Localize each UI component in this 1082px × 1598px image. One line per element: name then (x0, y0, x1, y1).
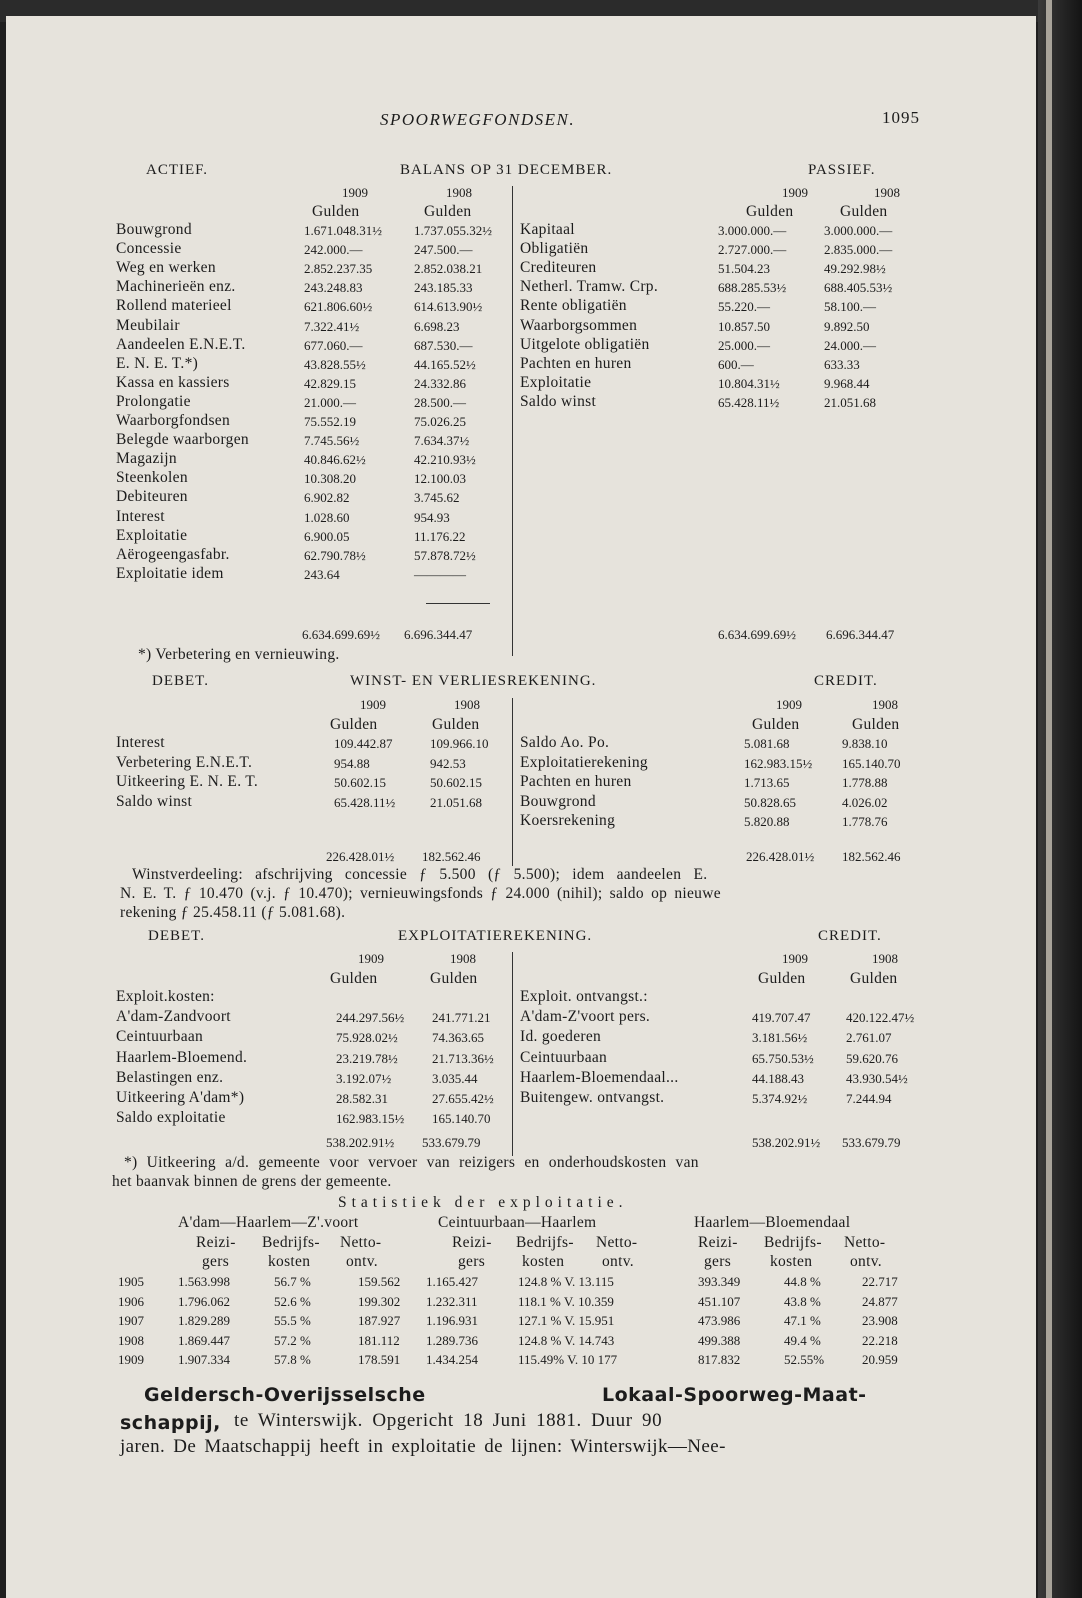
winst-right-head: CREDIT. (814, 673, 878, 689)
exploit-total-1909-left: 538.202.91½ (326, 1135, 395, 1150)
balans-unit-right-1: Gulden (746, 203, 794, 220)
winst-divider (512, 698, 513, 866)
winst-note-1: Winstverdeeling: afschrijving concessie ƒ 5.500 (ƒ 5.500); idem aandeelen E. (132, 866, 708, 883)
row-label: Magazijn (116, 450, 177, 468)
exploit-total-1908-left: 533.679.79 (422, 1135, 481, 1150)
row-value-1908: 57.878.72½ (414, 547, 476, 563)
balans-year-1908-left: 1908 (446, 185, 472, 200)
row-value-1908: 420.122.47½ (846, 1010, 915, 1026)
exploit-title: EXPLOITATIEREKENING. (398, 928, 593, 944)
stat-subhead-1: Bedrijfs- (262, 1234, 320, 1251)
stat-year: 1908 (118, 1332, 144, 1348)
stat-cell: 473.986 (698, 1313, 741, 1328)
exploit-unit-right-2: Gulden (850, 970, 898, 987)
stat-subhead-2: kosten (268, 1253, 311, 1270)
winst-year-1908-left: 1908 (454, 697, 480, 712)
stat-title: Statistiek der exploitatie. (338, 1194, 628, 1211)
stat-cell: 1.563.998 (178, 1274, 230, 1289)
winst-unit-right-2: Gulden (852, 716, 900, 733)
row-value-1908: 7.634.37½ (414, 433, 470, 449)
running-title: SPOORWEGFONDSEN. (380, 110, 576, 129)
row-label: Steenkolen (116, 469, 188, 487)
balans-unit-right-2: Gulden (840, 203, 888, 220)
row-label: Haarlem-Bloemend. (116, 1048, 248, 1066)
exploit-unit-left-2: Gulden (430, 970, 478, 987)
row-value-1908: 21.051.68 (430, 794, 482, 810)
row-label: Exploitatie (520, 373, 592, 391)
row-value-1908: 28.500.— (414, 394, 466, 410)
stat-cell: 1.196.931 (426, 1313, 478, 1328)
row-label: Uitkeering A'dam*) (116, 1089, 245, 1106)
exploit-total-1909-right: 538.202.91½ (752, 1135, 821, 1150)
row-value-1908: 688.405.53½ (824, 280, 893, 296)
balans-left-total-rule (426, 603, 490, 604)
row-value-1908: 44.165.52½ (414, 356, 476, 372)
winst-note-3: rekening ƒ 25.458.11 (ƒ 5.081.68). (120, 904, 346, 921)
row-label: Belastingen enz. (116, 1068, 224, 1086)
stat-cell: 52.6 % (274, 1293, 311, 1309)
balans-year-1909-left: 1909 (342, 185, 368, 200)
row-label: Rente obligatiën (520, 297, 627, 315)
row-value-1909: 10.308.20 (304, 471, 356, 487)
row-value-1908: 165.140.70 (432, 1111, 491, 1127)
row-value-1909: 3.192.07½ (336, 1070, 392, 1086)
stat-cell: 393.349 (698, 1274, 741, 1289)
stat-cell: 178.591 (358, 1352, 401, 1367)
exploit-note-2: het baanvak binnen de grens der gemeente. (112, 1173, 392, 1190)
row-value-1908: 21.713.36½ (432, 1050, 494, 1066)
row-value-1909: 2.727.000.— (718, 242, 787, 258)
row-value-1909: 42.829.15 (304, 375, 356, 391)
row-value-1909: 1.713.65 (744, 775, 790, 790)
exploit-total-1908-right: 533.679.79 (842, 1135, 901, 1150)
company-name-2: Lokaal-Spoorweg-Maat- (602, 1384, 867, 1406)
row-value-1908: 2.852.038.21 (414, 261, 483, 277)
row-label: Obligatiën (520, 240, 589, 258)
row-value-1909: 50.602.15 (334, 775, 386, 790)
row-value-1909: 7.745.56½ (304, 433, 360, 449)
row-value-1909: 75.928.02½ (336, 1030, 398, 1046)
row-value-1908: 24.332.86 (414, 375, 466, 391)
stat-year: 1907 (118, 1313, 144, 1328)
row-value-1909: 244.297.56½ (336, 1010, 405, 1026)
row-value-1908: ———— (414, 566, 466, 582)
row-value-1909: 6.902.82 (304, 490, 350, 506)
row-label: Exploitatie (116, 526, 188, 544)
stat-cell: 451.107 (698, 1293, 741, 1309)
book-page (6, 16, 1036, 1598)
row-value-1908: 3.000.000.— (824, 223, 893, 238)
row-label: Exploitatie idem (116, 564, 224, 582)
row-value-1908: 49.292.98½ (824, 261, 886, 277)
balans-unit-left-1: Gulden (312, 203, 360, 220)
row-label: A'dam-Zandvoort (116, 1008, 231, 1026)
exploit-unit-right-1: Gulden (758, 970, 806, 987)
stat-cell: 115.49% V. 10 177 (518, 1352, 618, 1367)
row-value-1909: 3.000.000.— (718, 223, 787, 238)
row-label: Bouwgrond (116, 221, 192, 238)
winst-title: WINST- EN VERLIESREKENING. (350, 673, 597, 689)
row-label: Kapitaal (520, 221, 575, 238)
stat-year: 1909 (118, 1352, 144, 1367)
stat-cell: 118.1 % V. 10.359 (518, 1293, 614, 1309)
row-value-1909: 50.828.65 (744, 794, 796, 810)
row-value-1909: 5.081.68 (744, 736, 790, 751)
row-value-1909: 55.220.— (718, 299, 770, 315)
row-value-1909: 5.374.92½ (752, 1091, 808, 1106)
stat-cell: 22.218 (862, 1332, 898, 1348)
stat-cell: 817.832 (698, 1352, 741, 1367)
row-value-1908: 42.210.93½ (414, 452, 476, 468)
row-value-1908: 75.026.25 (414, 414, 466, 429)
row-value-1909: 40.846.62½ (304, 452, 366, 468)
row-label: Aërogeengasfabr. (116, 545, 230, 563)
stat-subhead-2: ontv. (602, 1253, 634, 1270)
stat-cell: 1.907.334 (178, 1352, 230, 1367)
stat-cell: 52.55% (784, 1352, 825, 1367)
row-value-1909: 243.64 (304, 566, 340, 582)
row-value-1909: 621.806.60½ (304, 299, 373, 315)
row-label: Koersrekening (520, 812, 616, 829)
row-value-1908: 243.185.33 (414, 280, 473, 296)
row-label: Machinerieën enz. (116, 278, 236, 296)
row-value-1908: 614.613.90½ (414, 299, 483, 315)
row-label: A'dam-Z'voort pers. (520, 1008, 651, 1026)
winst-left-head: DEBET. (152, 673, 209, 689)
stat-subhead-1: Netto- (844, 1234, 886, 1251)
row-label: Saldo Ao. Po. (520, 734, 610, 751)
stat-cell: 1.869.447 (178, 1332, 230, 1348)
row-value-1908: 12.100.03 (414, 471, 466, 487)
stat-subhead-2: gers (458, 1253, 486, 1270)
balans-unit-left-2: Gulden (424, 203, 472, 220)
stat-cell: 187.927 (358, 1313, 401, 1328)
row-label: Verbetering E.N.E.T. (116, 753, 253, 771)
stat-subhead-2: ontv. (850, 1253, 882, 1270)
winst-total-1909-left: 226.428.01½ (326, 849, 395, 864)
row-value-1909: 1.671.048.31½ (304, 223, 382, 238)
company-name-1: Geldersch-Overijsselsche (144, 1384, 426, 1406)
row-label: Bouwgrond (520, 792, 596, 810)
row-value-1908: 1.778.88 (842, 775, 888, 790)
winst-year-1909-right: 1909 (776, 697, 802, 712)
row-label: Concessie (116, 240, 182, 258)
row-label: Weg en werken (116, 259, 216, 277)
row-value-1908: 58.100.— (824, 299, 876, 315)
row-value-1908: 11.176.22 (414, 528, 466, 544)
stat-subhead-2: ontv. (346, 1253, 378, 1270)
row-value-1909: 43.828.55½ (304, 356, 366, 372)
stat-year: 1906 (118, 1293, 144, 1309)
winst-year-1909-left: 1909 (360, 697, 386, 712)
stat-cell: 159.562 (358, 1274, 401, 1289)
stat-cell: 47.1 % (784, 1313, 821, 1328)
exploit-note-1: *) Uitkeering a/d. gemeente voor vervoer van reizigers en onderhoudskosten van (124, 1154, 699, 1171)
row-label: Crediteuren (520, 259, 597, 277)
row-value-1908: 633.33 (824, 356, 860, 372)
balans-total-1909-right: 6.634.699.69½ (718, 627, 796, 642)
row-label: Meubilair (116, 316, 180, 334)
row-value-1909: 688.285.53½ (718, 280, 787, 296)
stat-cell: 43.8 % (784, 1293, 821, 1309)
row-label: Saldo winst (520, 392, 597, 410)
balans-year-1909-right: 1909 (782, 185, 808, 200)
row-label: Uitgelote obligatiën (520, 335, 650, 353)
row-label: Interest (116, 507, 165, 525)
row-value-1909: 21.000.— (304, 394, 356, 410)
stat-cell: 24.877 (862, 1293, 898, 1309)
winst-unit-left-1: Gulden (330, 716, 378, 733)
row-label: Ceintuurbaan (116, 1028, 204, 1046)
stat-subhead-1: Reizi- (452, 1234, 492, 1251)
row-value-1909: 162.983.15½ (744, 755, 813, 771)
scan-right-border (1038, 0, 1082, 1598)
row-label: Debiteuren (116, 488, 188, 506)
balans-total-1909-left: 6.634.699.69½ (302, 627, 380, 642)
row-value-1908: 2.761.07 (846, 1030, 892, 1046)
winst-unit-right-1: Gulden (752, 716, 800, 733)
row-label: Exploit. ontvangst.: (520, 988, 648, 1005)
row-value-1909: 6.900.05 (304, 528, 350, 544)
row-value-1909: 25.000.— (718, 337, 770, 353)
exploit-year-1908-left: 1908 (450, 951, 476, 966)
row-value-1909: 243.248.83 (304, 280, 363, 296)
stat-subhead-2: gers (704, 1253, 732, 1270)
winst-total-1908-left: 182.562.46 (422, 849, 481, 864)
row-value-1909: 2.852.237.35 (304, 261, 373, 277)
row-label: Pachten en huren (520, 354, 632, 372)
row-value-1908: 247.500.— (414, 242, 473, 258)
row-value-1909: 65.428.11½ (334, 794, 396, 810)
exploit-year-1909-left: 1909 (358, 951, 384, 966)
row-label: Exploitatierekening (520, 753, 648, 771)
balans-total-1908-left: 6.696.344.47 (404, 627, 473, 642)
row-value-1909: 419.707.47 (752, 1010, 811, 1026)
stat-cell: 127.1 % V. 15.951 (518, 1313, 615, 1328)
row-value-1909: 65.428.11½ (718, 394, 780, 410)
balans-left-head: ACTIEF. (146, 162, 209, 178)
stat-subhead-1: Netto- (340, 1234, 382, 1251)
stat-cell: 23.908 (862, 1313, 898, 1328)
stat-subhead-1: Netto- (596, 1234, 638, 1251)
row-value-1908: 9.968.44 (824, 375, 870, 391)
stat-cell: 55.5 % (274, 1313, 311, 1328)
stat-cell: 57.2 % (274, 1332, 311, 1348)
exploit-divider (512, 952, 513, 1156)
row-value-1908: 165.140.70 (842, 755, 901, 771)
row-label: Kassa en kassiers (116, 373, 230, 391)
row-label: Waarborgfondsen (116, 412, 231, 429)
row-value-1909: 162.983.15½ (336, 1111, 405, 1127)
row-label: Haarlem-Bloemendaal... (520, 1068, 679, 1086)
row-label: Prolongatie (116, 392, 191, 410)
row-label: Id. goederen (520, 1028, 602, 1046)
balans-title: BALANS OP 31 DECEMBER. (400, 162, 613, 178)
stat-cell: 57.8 % (274, 1352, 311, 1367)
stat-subhead-1: Reizi- (196, 1234, 236, 1251)
stat-group-3: Haarlem—Bloemendaal (694, 1214, 851, 1231)
row-value-1909: 10.804.31½ (718, 375, 780, 391)
row-label: E. N. E. T.*) (116, 354, 199, 372)
stat-subhead-2: kosten (770, 1253, 813, 1270)
winst-year-1908-right: 1908 (872, 697, 898, 712)
row-value-1909: 65.750.53½ (752, 1050, 814, 1066)
row-value-1908: 9.892.50 (824, 318, 870, 334)
row-value-1908: 9.838.10 (842, 736, 888, 751)
row-value-1908: 74.363.65 (432, 1030, 484, 1046)
row-value-1909: 242.000.— (304, 242, 363, 258)
row-value-1909: 23.219.78½ (336, 1050, 398, 1066)
row-label: Belegde waarborgen (116, 431, 249, 449)
stat-cell: 124.8 % V. 13.115 (518, 1274, 614, 1289)
row-value-1909: 7.322.41½ (304, 318, 360, 334)
row-value-1908: 24.000.— (824, 337, 876, 353)
row-value-1908: 27.655.42½ (432, 1091, 494, 1106)
winst-total-1908-right: 182.562.46 (842, 849, 901, 864)
row-label: Uitkeering E. N. E. T. (116, 773, 259, 790)
company-founding-line: te Winterswijk. Opgericht 18 Juni 1881. Duur 90 (234, 1410, 663, 1431)
row-value-1908: 59.620.76 (846, 1050, 898, 1066)
row-value-1909: 28.582.31 (336, 1091, 388, 1106)
row-value-1908: 3.745.62 (414, 490, 460, 506)
row-value-1909: 44.188.43 (752, 1070, 804, 1086)
balans-divider (512, 186, 513, 656)
exploit-year-1908-right: 1908 (872, 951, 898, 966)
row-value-1908: 942.53 (430, 755, 466, 771)
row-value-1909: 5.820.88 (744, 814, 790, 829)
row-value-1908: 6.698.23 (414, 318, 460, 334)
stat-cell: 1.434.254 (426, 1352, 478, 1367)
row-label: Netherl. Tramw. Crp. (520, 278, 659, 296)
page-number: 1095 (882, 108, 920, 127)
balans-total-1908-right: 6.696.344.47 (826, 627, 895, 642)
row-value-1908: 241.771.21 (432, 1010, 491, 1026)
row-value-1908: 1.778.76 (842, 814, 888, 829)
stat-cell: 199.302 (358, 1293, 401, 1309)
row-value-1909: 62.790.78½ (304, 547, 366, 563)
row-value-1909: 600.— (718, 356, 754, 372)
stat-subhead-2: kosten (522, 1253, 565, 1270)
row-value-1908: 50.602.15 (430, 775, 482, 790)
stat-cell: 56.7 % (274, 1274, 311, 1289)
stat-group-2: Ceintuurbaan—Haarlem (438, 1214, 597, 1231)
balans-year-1908-right: 1908 (874, 185, 900, 200)
row-label: Pachten en huren (520, 773, 632, 790)
balans-footnote: *) Verbetering en vernieuwing. (138, 646, 340, 663)
winst-note-2: N. E. T. ƒ 10.470 (v.j. ƒ 10.470); vernieuwingsfonds ƒ 24.000 (nihil); saldo op nieuwe (120, 885, 721, 902)
stat-subhead-1: Bedrijfs- (516, 1234, 574, 1251)
row-value-1908: 3.035.44 (432, 1070, 478, 1086)
exploit-year-1909-right: 1909 (782, 951, 808, 966)
exploit-left-head: DEBET. (148, 928, 205, 944)
stat-subhead-2: gers (202, 1253, 230, 1270)
row-label: Saldo winst (116, 792, 193, 810)
stat-year: 1905 (118, 1274, 144, 1289)
row-value-1908: 4.026.02 (842, 794, 888, 810)
row-value-1908: 687.530.— (414, 337, 473, 353)
row-value-1908: 21.051.68 (824, 394, 876, 410)
row-value-1909: 51.504.23 (718, 261, 770, 277)
stat-group-1: A'dam—Haarlem—Z'.voort (178, 1214, 359, 1231)
stat-cell: 1.796.062 (178, 1293, 230, 1309)
row-label: Rollend materieel (116, 297, 232, 315)
exploit-unit-left-1: Gulden (330, 970, 378, 987)
row-value-1908: 954.93 (414, 509, 450, 525)
stat-cell: 1.165.427 (426, 1274, 478, 1289)
stat-cell: 1.289.736 (426, 1332, 478, 1348)
row-value-1909: 1.028.60 (304, 509, 350, 525)
row-value-1909: 677.060.— (304, 337, 363, 353)
stat-cell: 181.112 (358, 1332, 400, 1348)
company-lines-line: jaren. De Maatschappij heeft in exploitatie de lijnen: Winterswijk—Nee- (120, 1436, 726, 1457)
row-value-1908: 43.930.54½ (846, 1070, 908, 1086)
row-value-1909: 954.88 (334, 755, 370, 771)
stat-subhead-1: Bedrijfs- (764, 1234, 822, 1251)
row-label: Buitengew. ontvangst. (520, 1089, 665, 1106)
row-label: Waarborgsommen (520, 316, 638, 334)
row-label: Aandeelen E.N.E.T. (116, 335, 246, 353)
winst-unit-left-2: Gulden (432, 716, 480, 733)
stat-cell: 1.829.289 (178, 1313, 230, 1328)
balans-right-head: PASSIEF. (808, 162, 876, 178)
exploit-right-head: CREDIT. (818, 928, 882, 944)
stat-subhead-1: Reizi- (698, 1234, 738, 1251)
row-value-1908: 2.835.000.— (824, 242, 893, 258)
row-value-1909: 109.442.87 (334, 736, 393, 751)
winst-total-1909-right: 226.428.01½ (746, 849, 815, 864)
row-value-1908: 7.244.94 (846, 1091, 892, 1106)
stat-cell: 22.717 (862, 1274, 898, 1289)
stat-cell: 20.959 (862, 1352, 898, 1367)
row-value-1908: 109.966.10 (430, 736, 489, 751)
company-name-3: schappij, (120, 1412, 221, 1434)
row-value-1908: 1.737.055.32½ (414, 223, 492, 238)
stat-cell: 1.232.311 (426, 1293, 478, 1309)
stat-cell: 44.8 % (784, 1274, 821, 1289)
stat-cell: 124.8 % V. 14.743 (518, 1332, 615, 1348)
row-value-1909: 3.181.56½ (752, 1030, 808, 1046)
row-label: Ceintuurbaan (520, 1048, 608, 1066)
row-value-1909: 10.857.50 (718, 318, 770, 334)
stat-cell: 499.388 (698, 1332, 741, 1348)
row-label: Exploit.kosten: (116, 988, 215, 1005)
row-label: Interest (116, 734, 165, 751)
stat-cell: 49.4 % (784, 1332, 821, 1348)
row-value-1909: 75.552.19 (304, 414, 356, 429)
row-label: Saldo exploitatie (116, 1109, 226, 1127)
